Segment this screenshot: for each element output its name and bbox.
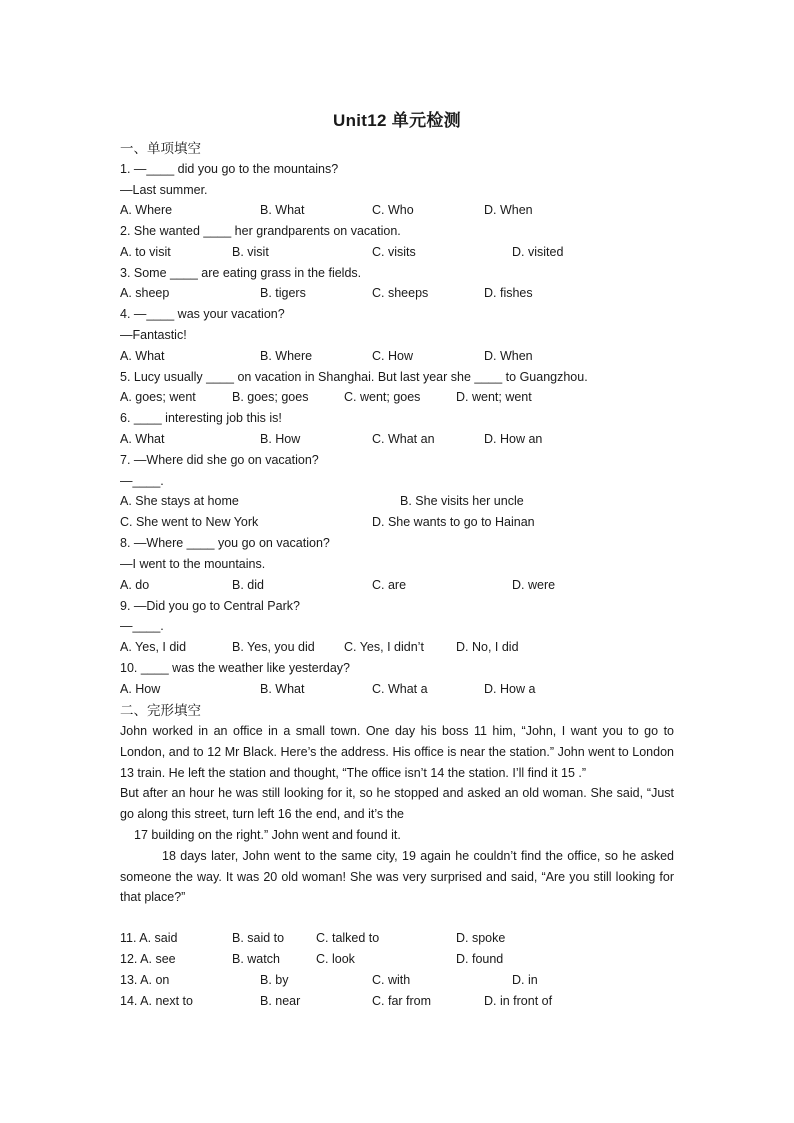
- option-a: 14. A. next to: [120, 994, 193, 1008]
- option-d: D. went; went: [456, 390, 532, 404]
- question-4-options: [120, 346, 680, 367]
- option-c: C. Who: [372, 203, 414, 217]
- option-d: D. in front of: [484, 994, 553, 1008]
- option-a: A. She stays at home: [120, 494, 239, 508]
- option-d: D. spoke: [456, 931, 506, 945]
- option-b: B. goes; goes: [232, 390, 309, 404]
- option-b: B. tigers: [260, 286, 306, 300]
- option-b: B. said to: [232, 931, 285, 945]
- option-b: B. Yes, you did: [232, 640, 315, 654]
- question-8-reply: —I went to the mountains.: [120, 557, 266, 571]
- question-1-stem: 1. —____ did you go to the mountains?: [120, 162, 339, 176]
- question-1-options: [120, 200, 680, 221]
- question-4-reply: —Fantastic!: [120, 328, 187, 342]
- question-3-options: [120, 283, 680, 304]
- option-a: A. to visit: [120, 245, 171, 259]
- question-9-stem: 9. —Did you go to Central Park?: [120, 599, 300, 613]
- section-heading-cloze: 二、完形填空: [120, 703, 201, 718]
- option-d: D. How a: [484, 682, 536, 696]
- question-8-stem: 8. —Where ____ you go on vacation?: [120, 536, 330, 550]
- option-b: B. by: [260, 973, 289, 987]
- option-d: D. visited: [512, 245, 564, 259]
- cloze-passage: [120, 721, 674, 908]
- option-a: A. How: [120, 682, 161, 696]
- option-d: D. found: [456, 952, 504, 966]
- passage-paragraph-1: John worked in an office in a small town. One day his boss 11 him, “John, I want you to go to London, and to 12 Mr Black. Here’s the address. His office is near the station.” John went to London 13 train. He left the station and thought, “The office isn’t 14 the station. I’ll find it 15 .”: [120, 724, 674, 780]
- option-c: C. far from: [372, 994, 432, 1008]
- option-d: D. She wants to go to Hainan: [372, 515, 535, 529]
- option-b: B. near: [260, 994, 301, 1008]
- question-2-options: [120, 242, 680, 263]
- option-b: B. watch: [232, 952, 280, 966]
- option-c: C. What a: [372, 682, 428, 696]
- cloze-13-options: [120, 970, 680, 991]
- option-c: C. look: [316, 952, 355, 966]
- option-b: B. How: [260, 432, 301, 446]
- option-b: B. Where: [260, 349, 313, 363]
- passage-paragraph-2b: 17 building on the right.” John went and found it.: [134, 827, 401, 842]
- cloze-12-options: [120, 949, 680, 970]
- cloze-14-options: [120, 991, 680, 1012]
- option-c: C. visits: [372, 245, 416, 259]
- option-a: A. sheep: [120, 286, 170, 300]
- option-b: B. She visits her uncle: [400, 494, 524, 508]
- page-title: Unit12 单元检测: [333, 111, 461, 130]
- option-a: 13. A. on: [120, 973, 170, 987]
- option-a: 11. A. said: [120, 931, 178, 945]
- option-d: D. fishes: [484, 286, 533, 300]
- question-6-stem: 6. ____ interesting job this is!: [120, 411, 282, 425]
- option-a: A. do: [120, 578, 150, 592]
- option-d: D. When: [484, 203, 533, 217]
- option-b: B. did: [232, 578, 264, 592]
- question-4-stem: 4. —____ was your vacation?: [120, 307, 285, 321]
- question-8-options: [120, 575, 680, 596]
- question-1-reply: —Last summer.: [120, 183, 208, 197]
- question-7-options-row2: [120, 512, 680, 533]
- question-9-reply: —____.: [120, 619, 164, 633]
- option-a: A. Where: [120, 203, 173, 217]
- option-d: D. were: [512, 578, 556, 592]
- option-d: D. How an: [484, 432, 543, 446]
- option-c: C. went; goes: [344, 390, 421, 404]
- option-d: D. When: [484, 349, 533, 363]
- question-5-options: [120, 387, 680, 408]
- question-9-options: [120, 637, 680, 658]
- option-a: A. What: [120, 349, 165, 363]
- option-d: D. in: [512, 973, 538, 987]
- passage-paragraph-3: 18 days later, John went to the same city, 19 again he couldn’t find the office, so he asked someone the way. It was 20 old woman! She was very surprised and said, “Are you still looking for that place?”: [120, 848, 674, 905]
- option-c: C. with: [372, 973, 411, 987]
- option-b: B. visit: [232, 245, 269, 259]
- option-c: C. How: [372, 349, 413, 363]
- option-c: C. What an: [372, 432, 435, 446]
- option-a: A. What: [120, 432, 165, 446]
- option-c: C. are: [372, 578, 407, 592]
- option-c: C. Yes, I didn’t: [344, 640, 424, 654]
- option-b: B. What: [260, 203, 305, 217]
- question-7-reply: —____.: [120, 474, 164, 488]
- question-5-stem: 5. Lucy usually ____ on vacation in Shanghai. But last year she ____ to Guangzhou.: [120, 370, 588, 384]
- option-c: C. She went to New York: [120, 515, 259, 529]
- passage-paragraph-2a: But after an hour he was still looking for it, so he stopped and asked an old woman. She said, “Just go along this street, turn left 16 the end, and it’s the: [120, 786, 674, 822]
- question-10-stem: 10. ____ was the weather like yesterday?: [120, 661, 350, 675]
- option-a: 12. A. see: [120, 952, 176, 966]
- question-2-stem: 2. She wanted ____ her grandparents on vacation.: [120, 224, 401, 238]
- question-6-options: [120, 429, 680, 450]
- question-7-stem: 7. —Where did she go on vacation?: [120, 453, 319, 467]
- option-b: B. What: [260, 682, 305, 696]
- section-heading-single-choice: 一、单项填空: [120, 141, 201, 156]
- option-c: C. sheeps: [372, 286, 429, 300]
- question-3-stem: 3. Some ____ are eating grass in the fields.: [120, 266, 362, 280]
- question-10-options: [120, 679, 680, 700]
- cloze-11-options: [120, 928, 680, 949]
- option-a: A. goes; went: [120, 390, 196, 404]
- option-d: D. No, I did: [456, 640, 519, 654]
- option-a: A. Yes, I did: [120, 640, 187, 654]
- question-7-options-row1: [120, 491, 680, 512]
- option-c: C. talked to: [316, 931, 380, 945]
